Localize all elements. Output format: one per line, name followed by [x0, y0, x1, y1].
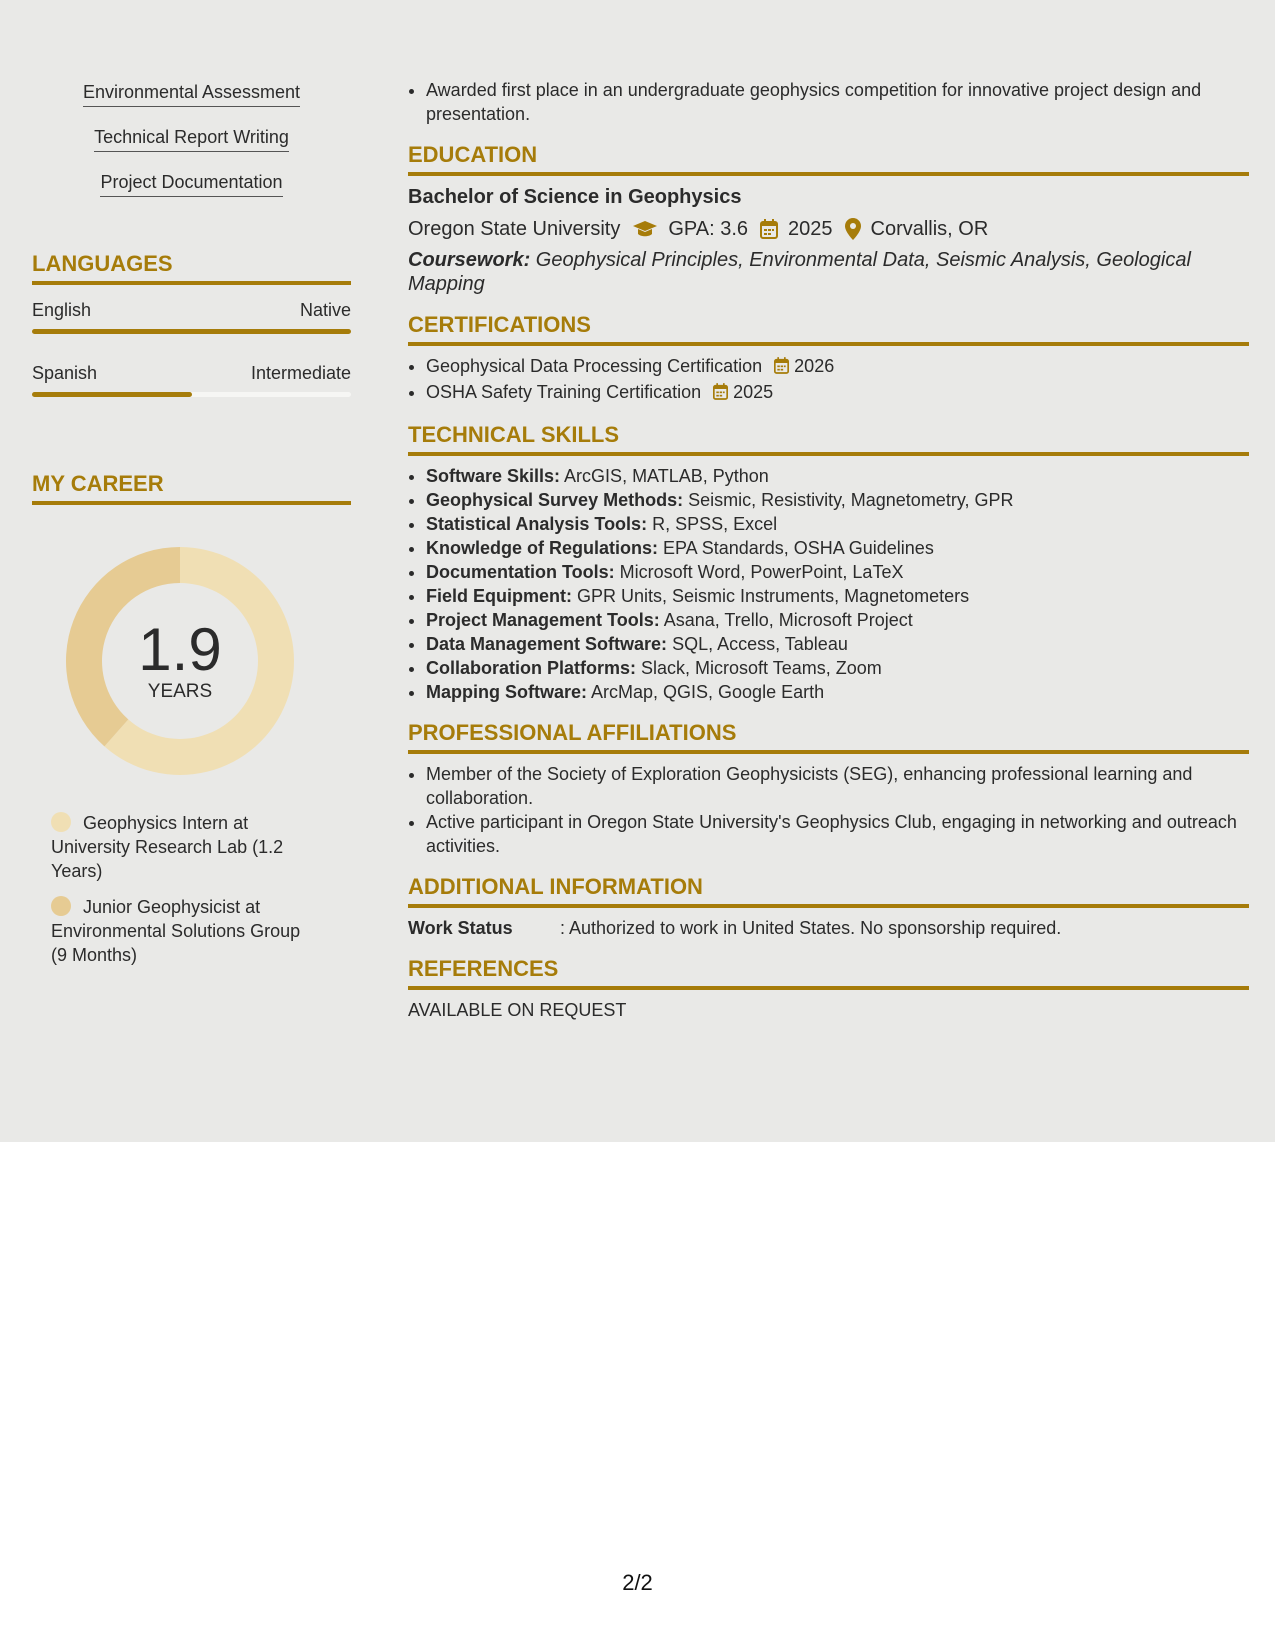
skill-item — [426, 512, 1249, 536]
skill-label: Software Skills: — [426, 466, 561, 486]
skill-value: ArcGIS, MATLAB, Python — [560, 466, 769, 486]
right-column — [408, 78, 1249, 1021]
skill-value: ArcMap, QGIS, Google Earth — [587, 682, 825, 702]
list-item: • Awarded first place in an undergraduate geophysics competition for innovative project design and presentation. — [426, 78, 1249, 126]
technical-skills-heading: TECHNICAL SKILLS — [408, 422, 1249, 456]
career-legend-label: Geophysics Intern at University Research Lab (1.2 Years) — [51, 813, 284, 881]
legend-dot — [51, 812, 71, 832]
career-legend — [51, 811, 321, 967]
affiliation-item: • Active participant in Oregon State University's Geophysics Club, engaging in networking and outreach activities. — [426, 810, 1249, 858]
skill-value: GPR Units, Seismic Instruments, Magnetometers — [572, 586, 970, 606]
skill-value: Seismic, Resistivity, Magnetometry, GPR — [683, 490, 1014, 510]
language-item — [32, 299, 351, 334]
skill-label: Mapping Software: — [426, 682, 587, 702]
certification-item — [426, 354, 1249, 380]
graduation-cap-icon — [632, 220, 658, 238]
skill-tag: Environmental Assessment — [83, 78, 300, 107]
work-status-label: Work Status — [408, 918, 513, 938]
coursework — [408, 248, 1249, 296]
language-name: Spanish — [32, 363, 98, 383]
language-item — [32, 362, 351, 397]
references-heading: REFERENCES — [408, 956, 1249, 990]
technical-skills-list — [408, 464, 1249, 704]
award-list — [408, 78, 1249, 126]
skill-item — [426, 584, 1249, 608]
language-bar — [32, 392, 351, 397]
affiliations-list — [408, 762, 1249, 858]
skill-tag: Technical Report Writing — [94, 123, 289, 152]
calendar-icon — [713, 382, 728, 406]
skill-value: Microsoft Word, PowerPoint, LaTeX — [614, 562, 904, 582]
language-bar-fill — [32, 329, 351, 334]
left-column — [32, 78, 351, 979]
affiliations-heading: PROFESSIONAL AFFILIATIONS — [408, 720, 1249, 754]
certification-name: Geophysical Data Processing Certification — [426, 356, 763, 376]
legend-dot — [51, 896, 71, 916]
page-number: 2/2 — [622, 1570, 653, 1595]
skill-value: R, SPSS, Excel — [647, 514, 778, 534]
references-text: AVAILABLE ON REQUEST — [408, 1000, 627, 1020]
language-level: Intermediate — [250, 363, 351, 383]
skill-label: Knowledge of Regulations: — [426, 538, 658, 558]
skill-value: EPA Standards, OSHA Guidelines — [658, 538, 934, 558]
additional-info-heading: ADDITIONAL INFORMATION — [408, 874, 1249, 908]
skill-item — [426, 488, 1249, 512]
certifications-list — [408, 354, 1249, 406]
skill-item — [426, 560, 1249, 584]
language-level: Native — [299, 300, 351, 320]
calendar-icon — [760, 219, 778, 239]
skill-item — [426, 632, 1249, 656]
language-bar — [32, 329, 351, 334]
skill-label: Statistical Analysis Tools: — [426, 514, 648, 534]
career-heading: MY CAREER — [32, 471, 351, 505]
education-heading: EDUCATION — [408, 142, 1249, 176]
graduation-year: 2025 — [788, 218, 833, 240]
certifications-heading: CERTIFICATIONS — [408, 312, 1249, 346]
language-bar-fill — [32, 392, 192, 397]
skill-label: Data Management Software: — [426, 634, 668, 654]
career-legend-label: Junior Geophysicist at Environmental Solutions Group (9 Months) — [51, 897, 301, 965]
affiliation-item: • Member of the Society of Exploration Geophysicists (SEG), enhancing professional learning and collaboration. — [426, 762, 1249, 810]
skill-label: Field Equipment: — [426, 586, 572, 606]
work-status-value: : Authorized to work in United States. No sponsorship required. — [560, 918, 1062, 938]
skill-label: Geophysical Survey Methods: — [426, 490, 684, 510]
skill-item — [426, 680, 1249, 704]
school-location: Corvallis, OR — [870, 218, 989, 240]
language-name: English — [32, 300, 92, 320]
skill-value: Asana, Trello, Microsoft Project — [659, 610, 913, 630]
certification-year: 2026 — [794, 356, 835, 376]
coursework-list: Geophysical Principles, Environmental Data, Seismic Analysis, Geological Mapping — [408, 249, 1191, 295]
skill-label: Documentation Tools: — [426, 562, 615, 582]
certification-item — [426, 380, 1249, 406]
map-pin-icon — [845, 218, 861, 240]
skill-item — [426, 536, 1249, 560]
career-legend-item — [51, 811, 321, 883]
career-legend-item — [51, 895, 321, 967]
certification-year: 2025 — [733, 382, 774, 402]
skill-tags — [32, 78, 351, 213]
coursework-label: Coursework: — [408, 249, 531, 271]
skill-item — [426, 656, 1249, 680]
skill-item — [426, 464, 1249, 488]
gpa: GPA: 3.6 — [668, 218, 748, 240]
career-unit: YEARS — [147, 681, 213, 702]
education-details — [408, 216, 1249, 242]
career-total-years: 1.9 — [138, 616, 222, 683]
donut-center — [66, 547, 294, 775]
skill-tag: Project Documentation — [100, 168, 282, 197]
certification-name: OSHA Safety Training Certification — [426, 382, 702, 402]
skill-value: Slack, Microsoft Teams, Zoom — [636, 658, 882, 678]
skill-value: SQL, Access, Tableau — [667, 634, 848, 654]
languages-heading: LANGUAGES — [32, 251, 351, 285]
work-status-row — [408, 916, 1249, 940]
degree: Bachelor of Science in Geophysics — [408, 186, 742, 208]
calendar-icon — [774, 356, 789, 380]
skill-label: Collaboration Platforms: — [426, 658, 637, 678]
career-donut-chart — [66, 547, 294, 775]
skill-item — [426, 608, 1249, 632]
skill-label: Project Management Tools: — [426, 610, 660, 630]
school-name: Oregon State University — [408, 218, 621, 240]
